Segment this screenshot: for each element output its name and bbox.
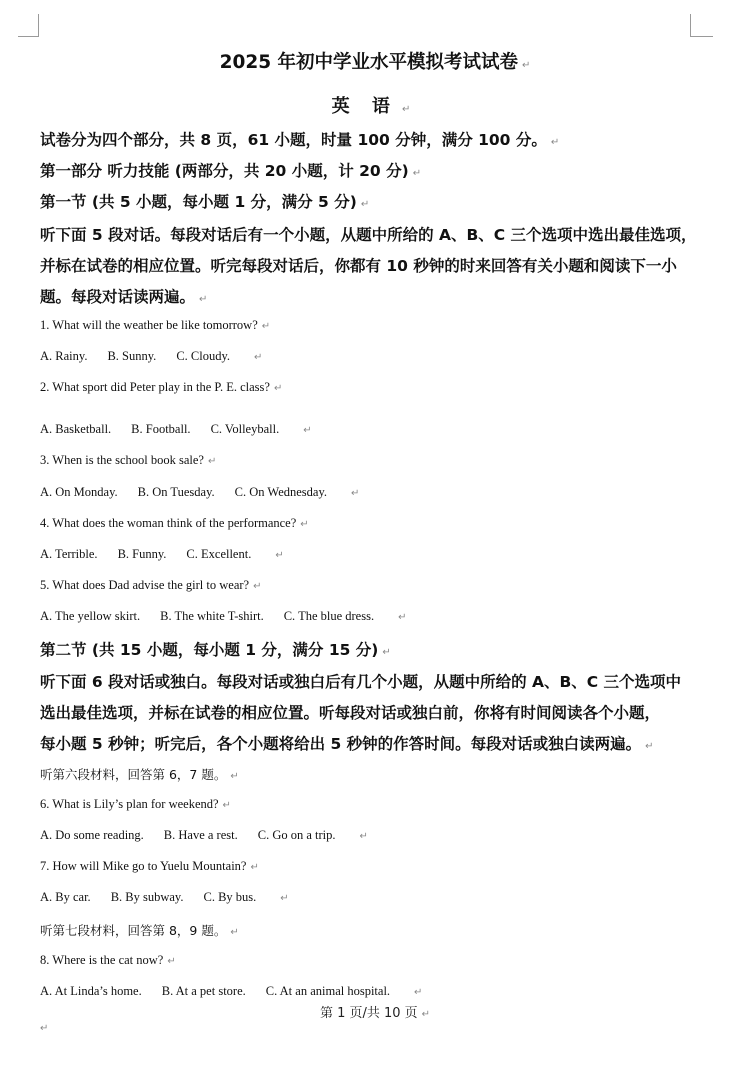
question-7: 7. How will Mike go to Yuelu Mountain? ↵ xyxy=(40,859,259,873)
page-footer xyxy=(0,1002,750,1021)
question-1-options xyxy=(40,349,262,364)
question-3-options xyxy=(40,485,359,500)
paragraph-mark: ↵ xyxy=(273,383,283,394)
option-a: A. Terrible. xyxy=(40,547,98,561)
question-5: 5. What does Dad advise the girl to wear? ↵ xyxy=(40,578,262,592)
option-c: C. Cloudy. xyxy=(176,349,231,363)
option-b: B. Sunny. xyxy=(107,349,157,363)
option-a: A. On Monday. xyxy=(40,485,118,499)
paragraph-mark: ↵ xyxy=(398,612,407,623)
part1-heading: 第一部分 听力技能 (两部分，共 20 小题，计 20 分) ↵ xyxy=(40,162,422,180)
section1-directions-line-2: 并标在试卷的相应位置。听完每段对话后，你都有 10 秒钟的时来回答有关小题和阅读下一小 xyxy=(40,257,677,275)
option-a: A. Do some reading. xyxy=(40,828,144,842)
question-6-options xyxy=(40,828,368,843)
paragraph-mark: ↵ xyxy=(351,488,360,499)
paragraph-mark: ↵ xyxy=(382,647,391,658)
paragraph-mark: ↵ xyxy=(275,550,284,561)
paragraph-mark: ↵ xyxy=(199,294,208,305)
option-c: C. On Wednesday. xyxy=(234,485,328,499)
paragraph-mark: ↵ xyxy=(230,927,239,938)
option-c: C. Go on a trip. xyxy=(257,828,336,842)
paragraph-mark: ↵ xyxy=(207,456,217,467)
crop-mark-top-left xyxy=(18,14,39,37)
paragraph-mark: ↵ xyxy=(280,893,289,904)
option-c: C. The blue dress. xyxy=(283,609,375,623)
paragraph-mark: ↵ xyxy=(167,956,176,967)
paragraph-mark: ↵ xyxy=(414,987,423,998)
option-b: B. By subway. xyxy=(110,890,184,904)
option-c: C. Excellent. xyxy=(186,547,252,561)
option-b: B. Have a rest. xyxy=(163,828,238,842)
question-8: 8. Where is the cat now? ↵ xyxy=(40,953,176,967)
question-1: 1. What will the weather be like tomorrow? ↵ xyxy=(40,318,271,332)
option-a: A. By car. xyxy=(40,890,91,904)
section2-directions-line-1: 听下面 6 段对话或独白。每段对话或独白后有几个小题，从题中所给的 A、B、C 三个选项中 xyxy=(40,673,682,691)
option-b: B. Football. xyxy=(131,422,191,436)
paragraph-mark: ↵ xyxy=(359,831,368,842)
question-4: 4. What does the woman think of the performance? ↵ xyxy=(40,516,309,530)
option-b: B. At a pet store. xyxy=(161,984,246,998)
question-2: 2. What sport did Peter play in the P. E. class? ↵ xyxy=(40,380,283,394)
option-c: C. Volleyball. xyxy=(210,422,280,436)
exam-title: 2025 年初中学业水平模拟考试试卷 ↵ xyxy=(219,52,531,73)
option-a: A. At Linda’s home. xyxy=(40,984,142,998)
exam-instructions: 试卷分为四个部分，共 8 页，61 小题，时量 100 分钟，满分 100 分。 ↵ xyxy=(40,131,560,149)
section1-heading: 第一节 (共 5 小题，每小题 1 分，满分 5 分) ↵ xyxy=(40,193,370,211)
option-b: B. On Tuesday. xyxy=(137,485,215,499)
paragraph-mark: ↵ xyxy=(230,771,239,782)
paragraph-mark: ↵ xyxy=(254,352,263,363)
question-8-options xyxy=(40,984,422,999)
paragraph-mark: ↵ xyxy=(401,104,419,115)
paragraph-mark: ↵ xyxy=(40,1023,49,1034)
paragraph-mark: ↵ xyxy=(250,862,259,873)
option-c: C. At an animal hospital. xyxy=(265,984,391,998)
option-b: B. The white T-shirt. xyxy=(160,609,264,623)
section1-directions-line-3: 题。每段对话读两遍。 ↵ xyxy=(40,288,208,306)
paragraph-mark: ↵ xyxy=(522,60,531,71)
section2-heading: 第二节 (共 15 小题，每小题 1 分，满分 15 分) ↵ xyxy=(40,641,391,659)
page-number: 第 1 页/共 10 页 xyxy=(319,1006,418,1021)
paragraph-mark: ↵ xyxy=(253,581,262,592)
paragraph-mark: ↵ xyxy=(412,168,422,179)
section2-directions-line-2: 选出最佳选项，并标在试卷的相应位置。听每段对话或独白前，你将有时间阅读各个小题， xyxy=(40,704,661,722)
trailing-paragraph-mark xyxy=(40,1018,48,1036)
option-a: A. Basketball. xyxy=(40,422,112,436)
paragraph-mark: ↵ xyxy=(300,519,309,530)
option-a: A. Rainy. xyxy=(40,349,88,363)
paragraph-mark: ↵ xyxy=(360,199,370,210)
question-7-options xyxy=(40,890,289,905)
question-2-options xyxy=(40,422,312,437)
material-6-note: 听第六段材料，回答第 6，7 题。 ↵ xyxy=(40,767,239,782)
section1-directions-line-1: 听下面 5 段对话。每段对话后有一个小题，从题中所给的 A、B、C 三个选项中选出最佳选项， xyxy=(40,226,697,244)
crop-mark-top-right xyxy=(690,14,713,37)
paragraph-mark: ↵ xyxy=(421,1009,431,1020)
paragraph-mark: ↵ xyxy=(261,321,271,332)
material-7-note: 听第七段材料，回答第 8，9 题。 ↵ xyxy=(40,923,239,938)
paragraph-mark: ↵ xyxy=(303,425,312,436)
question-5-options xyxy=(40,609,406,624)
paragraph-mark: ↵ xyxy=(550,137,560,148)
option-a: A. The yellow skirt. xyxy=(40,609,141,623)
question-6: 6. What is Lily’s plan for weekend? ↵ xyxy=(40,797,231,811)
question-3: 3. When is the school book sale? ↵ xyxy=(40,453,217,467)
paragraph-mark: ↵ xyxy=(222,800,231,811)
exam-subject: 英 语 ↵ xyxy=(331,96,419,117)
question-4-options xyxy=(40,547,284,562)
paragraph-mark: ↵ xyxy=(645,741,654,752)
option-b: B. Funny. xyxy=(117,547,167,561)
section2-directions-line-3: 每小题 5 秒钟；听完后，各个小题将给出 5 秒钟的作答时间。每段对话或独白读两遍。 ↵ xyxy=(40,735,654,753)
option-c: C. By bus. xyxy=(203,890,257,904)
